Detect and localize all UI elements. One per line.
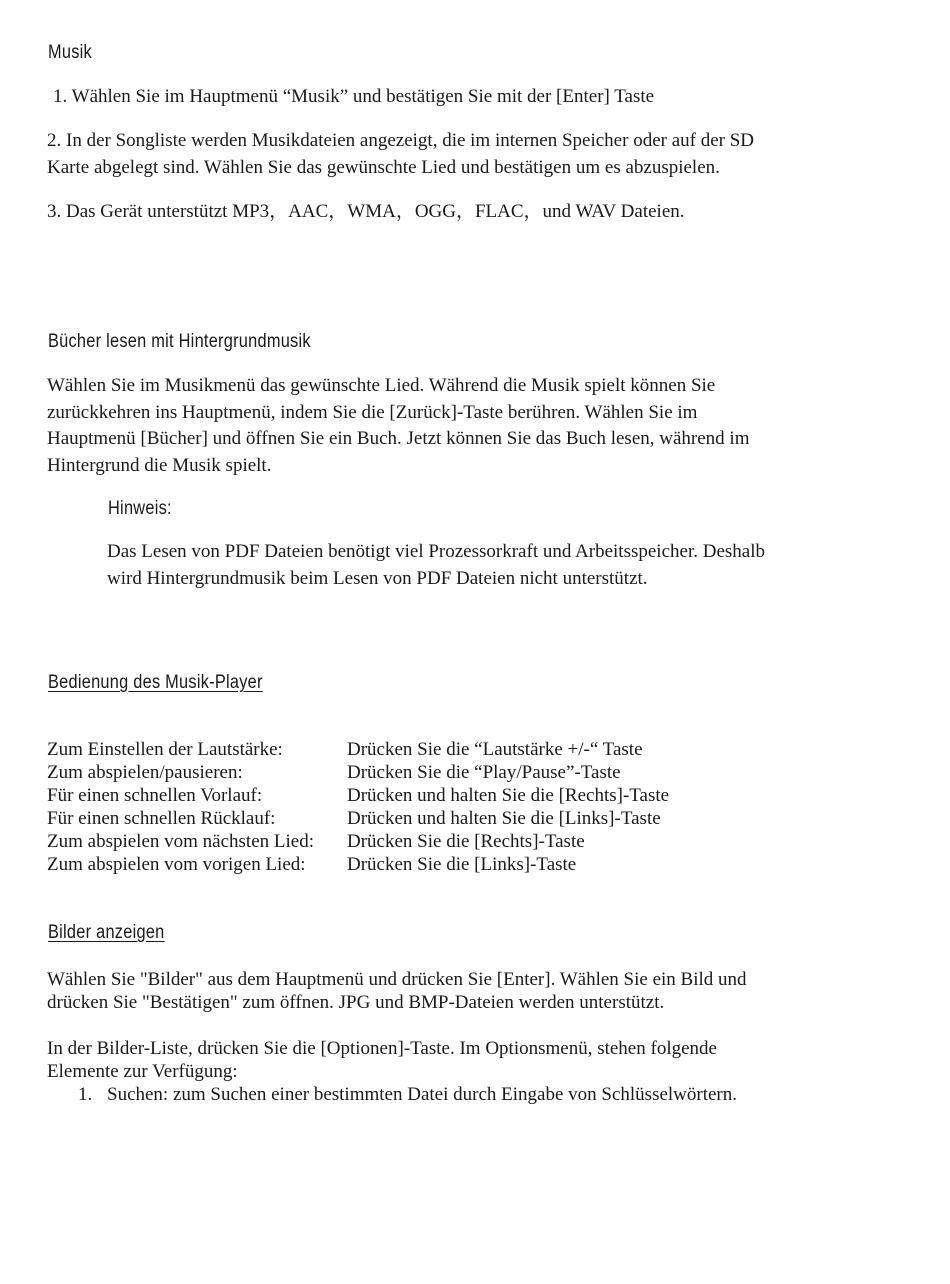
list-item-number: 1. bbox=[78, 1084, 93, 1105]
musik-item-3: 3. Das Gerät unterstützt MP3，AAC，WMA，OGG，FLAC，und WAV Dateien. bbox=[47, 201, 685, 222]
heading-bedienung: Bedienung des Musik-Player bbox=[48, 672, 263, 693]
table-row bbox=[47, 853, 669, 876]
bilder-p1-line-2: drücken Sie "Bestätigen" zum öffnen. JPG und BMP-Dateien werden unterstützt. bbox=[47, 992, 665, 1013]
controls-table bbox=[47, 738, 669, 876]
control-action: Drücken Sie die “Play/Pause”-Taste bbox=[347, 762, 621, 783]
control-action: Drücken und halten Sie die [Rechts]-Taste bbox=[347, 785, 670, 806]
control-label: Für einen schnellen Vorlauf: bbox=[47, 785, 263, 806]
buecher-paragraph bbox=[47, 373, 749, 479]
musik-item-2-line-2: Karte abgelegt sind. Wählen Sie das gewünschte Lied und bestätigen um es abzuspielen. bbox=[47, 156, 720, 178]
table-row bbox=[47, 761, 669, 784]
bilder-p2-line-1: In der Bilder-Liste, drücken Sie die [Optionen]-Taste. Im Optionsmenü, stehen folgende bbox=[47, 1038, 717, 1059]
control-action: Drücken und halten Sie die [Links]-Taste bbox=[347, 808, 661, 829]
note-heading: Hinweis: bbox=[108, 498, 172, 519]
heading-bilder: Bilder anzeigen bbox=[48, 922, 165, 943]
bilder-p1-line-1: Wählen Sie "Bilder" aus dem Hauptmenü und drücken Sie [Enter]. Wählen Sie ein Bild und bbox=[47, 969, 747, 990]
buecher-line-4: Hintergrund die Musik spielt. bbox=[47, 454, 272, 476]
table-row bbox=[47, 738, 669, 761]
control-label: Zum abspielen/pausieren: bbox=[47, 762, 243, 783]
note-paragraph bbox=[107, 539, 765, 592]
list-item bbox=[78, 1083, 737, 1106]
control-action: Drücken Sie die [Links]-Taste bbox=[347, 854, 577, 875]
buecher-line-3: Hauptmenü [Bücher] und öffnen Sie ein Buch. Jetzt können Sie das Buch lesen, während im bbox=[47, 428, 750, 449]
control-label: Zum Einstellen der Lautstärke: bbox=[47, 739, 283, 760]
heading-musik: Musik bbox=[48, 42, 92, 63]
control-label: Zum abspielen vom vorigen Lied: bbox=[47, 854, 306, 875]
bilder-p2-line-2: Elemente zur Verfügung: bbox=[47, 1061, 238, 1082]
musik-item-2 bbox=[47, 128, 754, 181]
musik-item-2-line-1: 2. In der Songliste werden Musikdateien angezeigt, die im internen Speicher oder auf der SD bbox=[47, 130, 755, 151]
musik-item-1: 1. Wählen Sie im Hauptmenü “Musik” und bestätigen Sie mit der [Enter] Taste bbox=[53, 86, 655, 107]
buecher-line-2: zurückkehren ins Hauptmenü, indem Sie die [Zurück]-Taste berühren. Wählen Sie im bbox=[47, 401, 698, 423]
table-row bbox=[47, 807, 669, 830]
control-action: Drücken Sie die “Lautstärke +/-“ Taste bbox=[347, 739, 643, 760]
control-action: Drücken Sie die [Rechts]-Taste bbox=[347, 831, 585, 852]
table-row bbox=[47, 830, 669, 853]
note-line-2: wird Hintergrundmusik beim Lesen von PDF Dateien nicht unterstützt. bbox=[107, 567, 648, 589]
list-item-text: Suchen: zum Suchen einer bestimmten Datei durch Eingabe von Schlüsselwörtern. bbox=[107, 1084, 738, 1105]
table-row bbox=[47, 784, 669, 807]
control-label: Zum abspielen vom nächsten Lied: bbox=[47, 831, 314, 852]
bilder-paragraph-2 bbox=[47, 1037, 717, 1083]
buecher-line-1: Wählen Sie im Musikmenü das gewünschte Lied. Während die Musik spielt können Sie bbox=[47, 375, 716, 396]
bilder-paragraph-1 bbox=[47, 968, 747, 1014]
control-label: Für einen schnellen Rücklauf: bbox=[47, 808, 276, 829]
heading-buecher: Bücher lesen mit Hintergrundmusik bbox=[48, 331, 311, 352]
note-line-1: Das Lesen von PDF Dateien benötigt viel Prozessorkraft und Arbeitsspeicher. Deshalb bbox=[107, 541, 765, 562]
